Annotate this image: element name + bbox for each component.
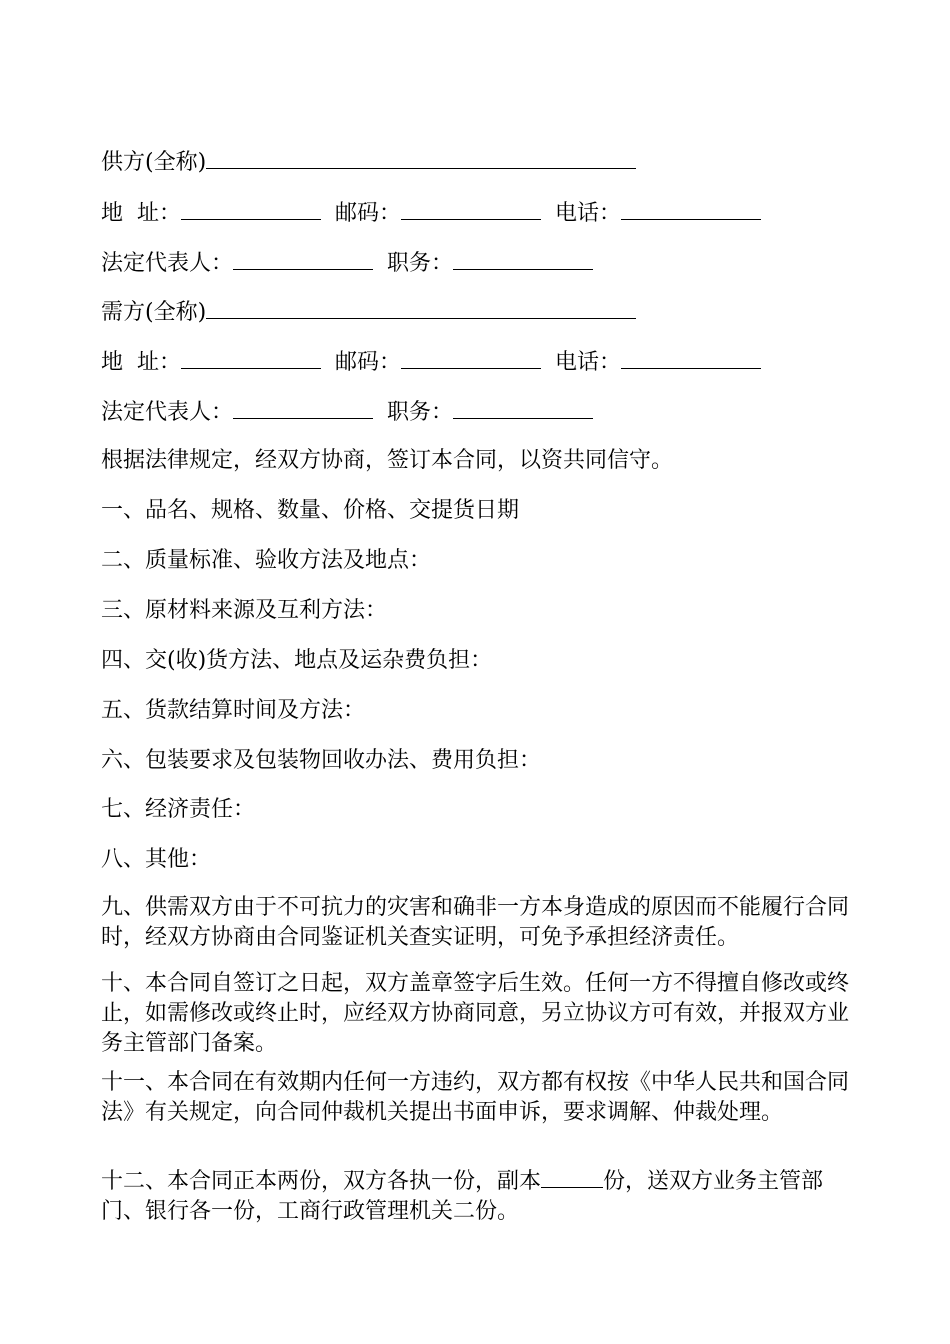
clause-8: 八、其他： (101, 847, 212, 872)
buyer-name-row (101, 298, 636, 326)
supplier-phone-label: 电话： (555, 201, 622, 226)
buyer-phone-blank[interactable] (621, 348, 761, 369)
clause-4: 四、交(收)货方法、地点及运杂费负担： (101, 648, 493, 673)
supplier-postcode-label: 邮码： (335, 201, 402, 226)
clause-12-part-a: 十二、本合同正本两份，双方各执一份，副本 (101, 1169, 542, 1194)
clause-12-part-b: 份，送双方业务主管部门、银行各一份，工商行政管理机关二份。 (101, 1169, 824, 1224)
supplier-rep-label: 法定代表人： (101, 251, 234, 276)
clause-5: 五、货款结算时间及方法： (101, 698, 366, 723)
buyer-postcode-label: 邮码： (335, 350, 402, 375)
buyer-title-label: 职务： (387, 400, 454, 425)
supplier-phone-blank[interactable] (621, 199, 761, 220)
clause-2: 二、质量标准、验收方法及地点： (101, 548, 432, 573)
buyer-rep-blank[interactable] (233, 398, 373, 419)
clause-9: 九、供需双方由于不可抗力的灾害和确非一方本身造成的原因而不能履行合同时，经双方协商由合同鉴证机关查实证明，可免予承担经济责任。 (101, 895, 850, 950)
supplier-name-row (101, 148, 636, 176)
supplier-name-blank[interactable] (206, 148, 636, 169)
buyer-postcode-blank[interactable] (401, 348, 541, 369)
supplier-postcode-blank[interactable] (401, 199, 541, 220)
clause-12 (101, 1167, 861, 1227)
supplier-name-label: 供方(全称) (101, 150, 207, 175)
buyer-address-label: 地 址： (101, 350, 181, 375)
supplier-rep-blank[interactable] (233, 249, 373, 270)
clause-6: 六、包装要求及包装物回收办法、费用负担： (101, 748, 542, 773)
buyer-rep-row (101, 398, 593, 426)
intro-text: 根据法律规定，经双方协商，签订本合同，以资共同信守。 (101, 448, 674, 473)
supplier-address-label: 地 址： (101, 201, 181, 226)
buyer-phone-label: 电话： (555, 350, 622, 375)
clause-1: 一、品名、规格、数量、价格、交提货日期 (101, 498, 520, 523)
copies-count-blank[interactable] (541, 1167, 603, 1188)
buyer-rep-label: 法定代表人： (101, 400, 234, 425)
clause-11: 十一、本合同在有效期内任何一方违约，双方都有权按《中华人民共和国合同法》有关规定，向合同仲裁机关提出书面申诉，要求调解、仲裁处理。 (101, 1070, 850, 1125)
supplier-title-blank[interactable] (453, 249, 593, 270)
buyer-name-blank[interactable] (206, 298, 636, 319)
clause-7: 七、经济责任： (101, 797, 256, 822)
supplier-address-row (101, 199, 761, 227)
supplier-rep-row (101, 249, 593, 277)
clause-3: 三、原材料来源及互利方法： (101, 598, 388, 623)
clause-10: 十、本合同自签订之日起，双方盖章签字后生效。任何一方不得擅自修改或终止，如需修改或终止时，应经双方协商同意，另立协议方可有效，并报双方业务主管部门备案。 (101, 971, 850, 1056)
buyer-address-row (101, 348, 761, 376)
supplier-address-blank[interactable] (181, 199, 321, 220)
supplier-title-label: 职务： (387, 251, 454, 276)
buyer-address-blank[interactable] (181, 348, 321, 369)
buyer-name-label: 需方(全称) (101, 300, 207, 325)
buyer-title-blank[interactable] (453, 398, 593, 419)
